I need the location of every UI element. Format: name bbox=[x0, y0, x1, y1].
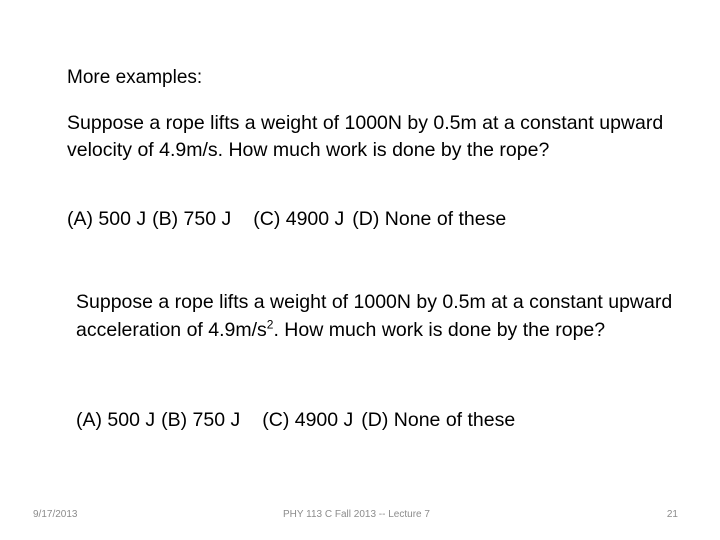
footer-page-number: 21 bbox=[666, 509, 678, 520]
question-2-choice-d: (D) None of these bbox=[361, 409, 516, 431]
question-2-text bbox=[76, 288, 681, 344]
footer-course: PHY 113 C Fall 2013 -- Lecture 7 bbox=[283, 509, 430, 520]
question-1-choice-c: (C) 4900 J bbox=[253, 208, 345, 230]
question-1-choice-a: (A) 500 J bbox=[67, 208, 147, 230]
question-2-text-tail: . How much work is done by the rope? bbox=[273, 319, 606, 341]
question-1-choices bbox=[67, 207, 506, 231]
question-2-choice-c: (C) 4900 J bbox=[262, 409, 354, 431]
question-2-exponent: 2 bbox=[266, 317, 274, 332]
question-2-choices bbox=[76, 408, 515, 432]
footer-date: 9/17/2013 bbox=[33, 509, 78, 520]
question-1-choice-d: (D) None of these bbox=[352, 208, 507, 230]
question-2-choice-a: (A) 500 J bbox=[76, 409, 156, 431]
question-1-text: Suppose a rope lifts a weight of 1000N by 0.5m at a constant upward velocity of 4.9m/s. How much work is done by the rope? bbox=[67, 112, 664, 161]
question-2-text-main: Suppose a rope lifts a weight of 1000N by 0.5m at a constant upward acceleration of 4.9m/s bbox=[76, 291, 673, 341]
question-2-choice-b: (B) 750 J bbox=[161, 409, 241, 431]
question-1-choice-b: (B) 750 J bbox=[152, 208, 232, 230]
slide-heading: More examples: bbox=[67, 67, 203, 88]
